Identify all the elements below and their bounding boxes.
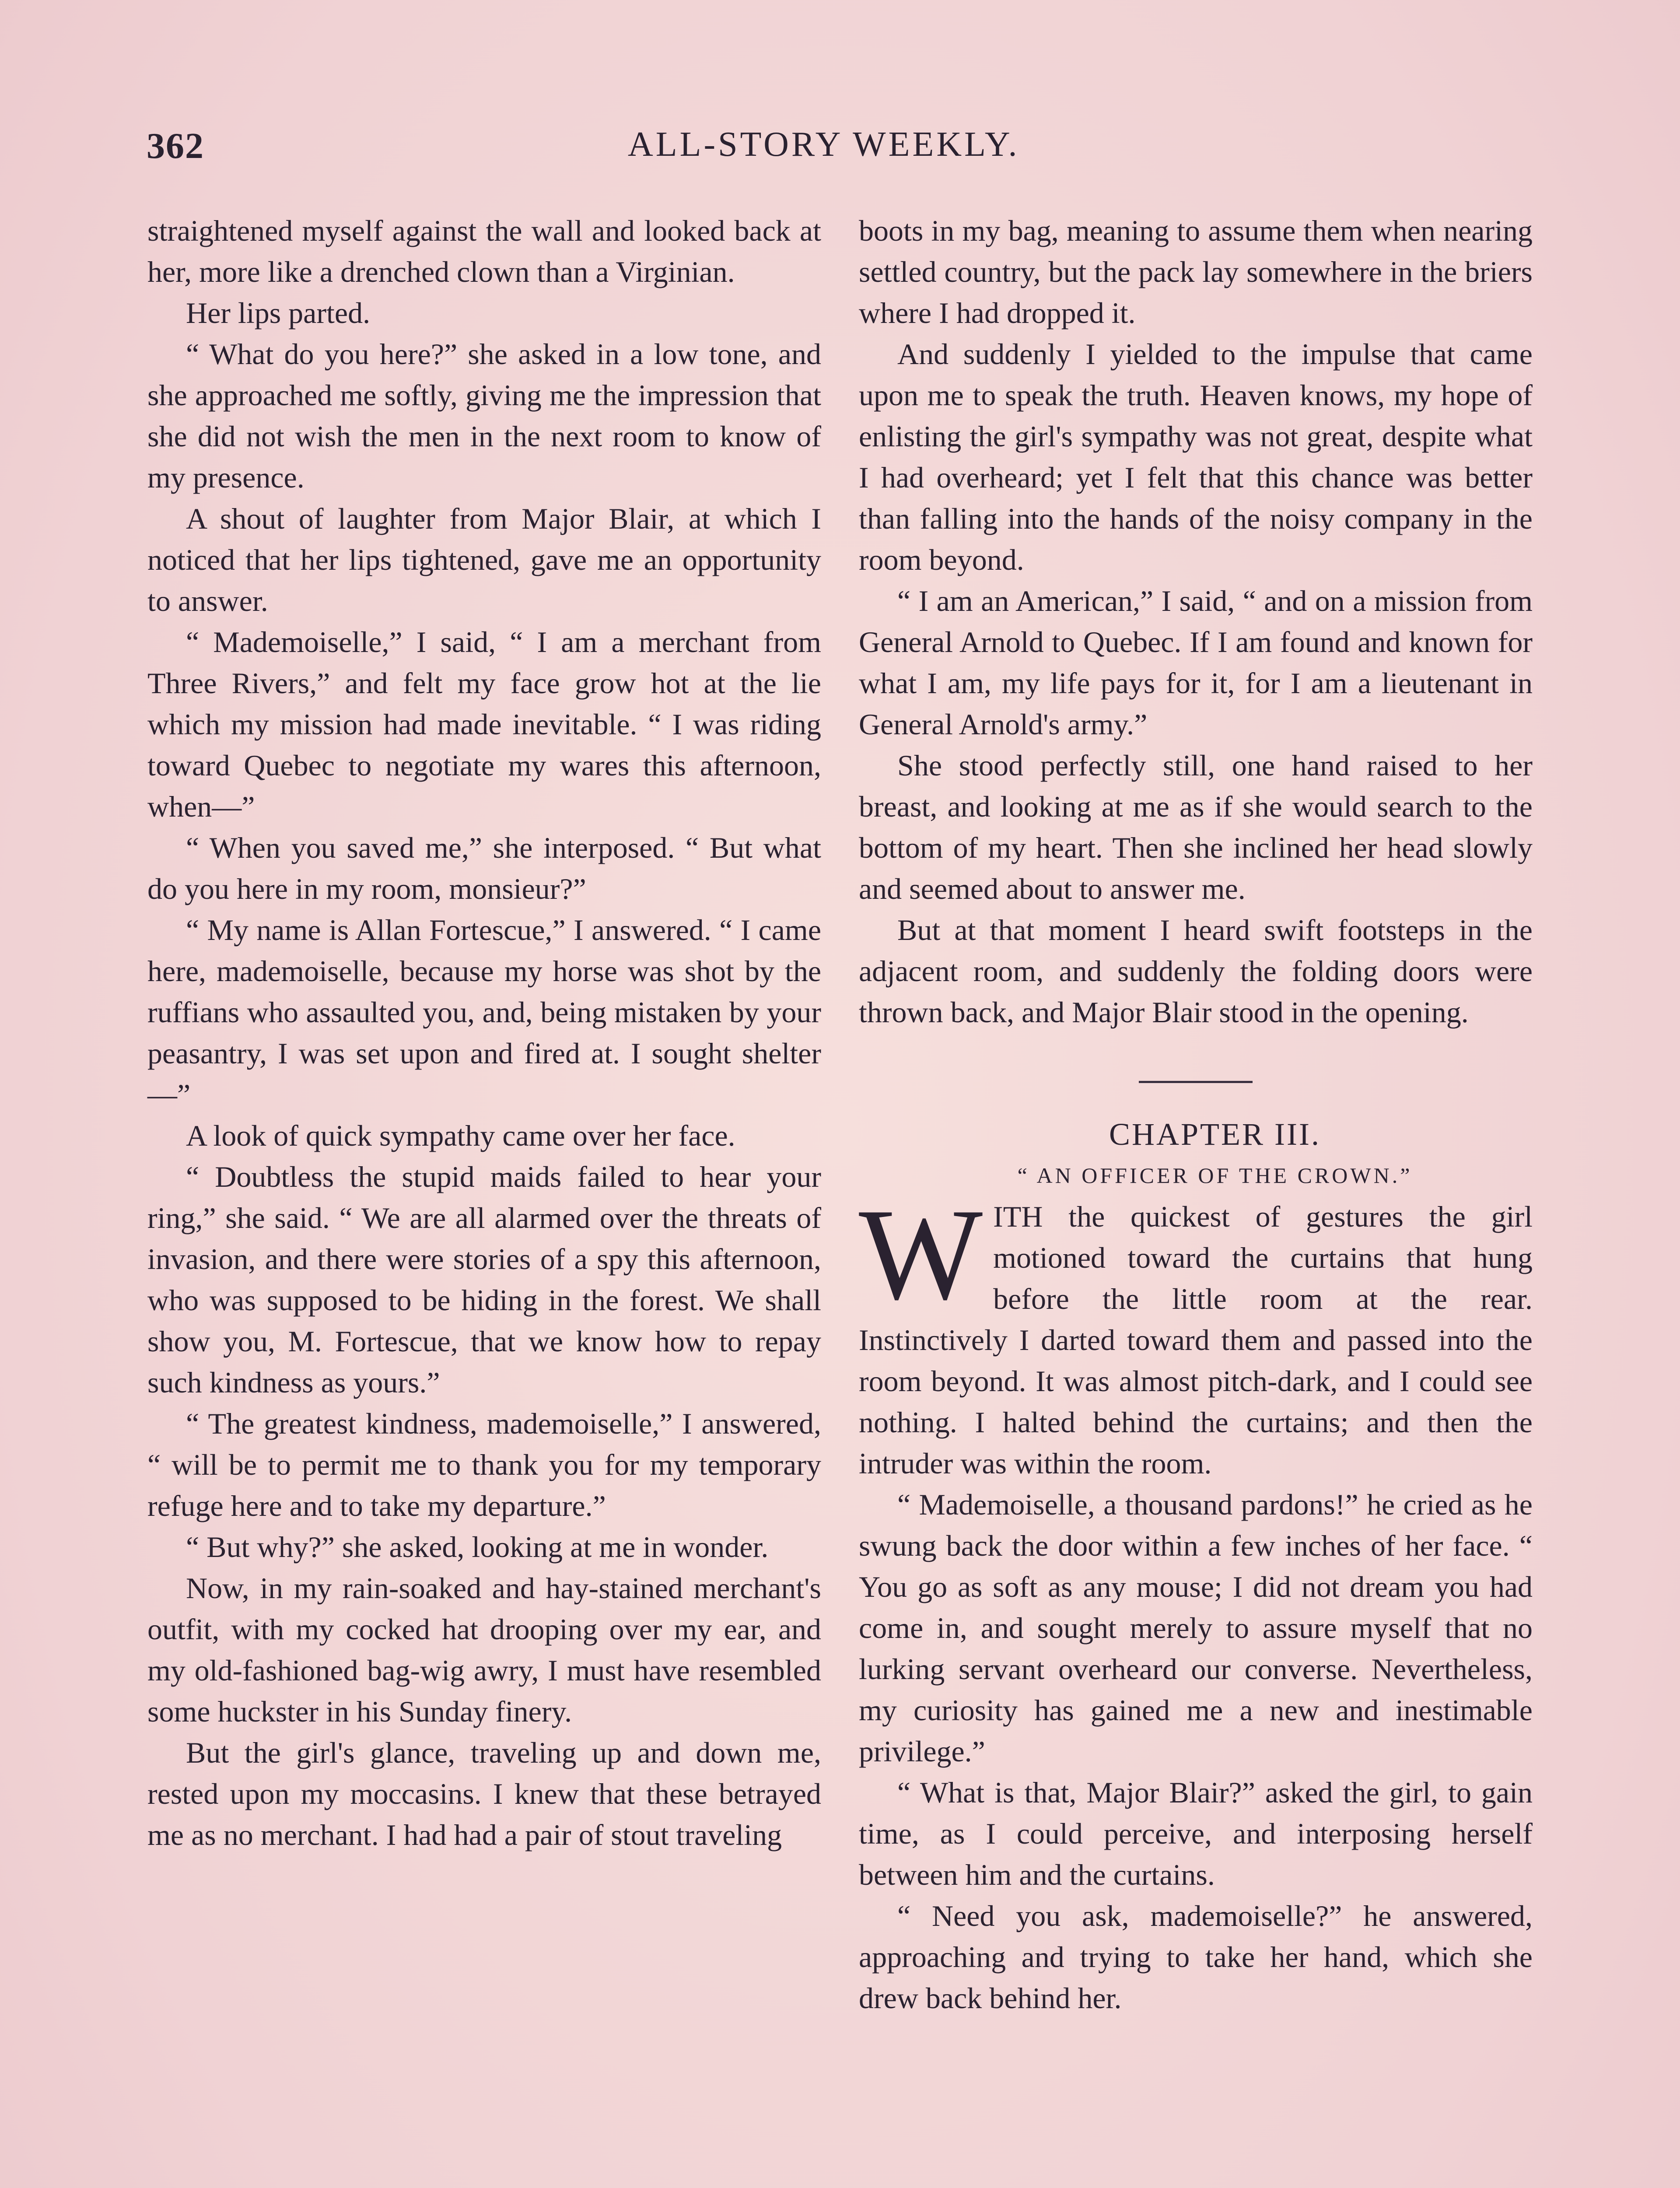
paragraph: A shout of laughter from Major Blair, at which I noticed that her lips tightened, gave me an opportunity to answer. [147,502,821,617]
chapter-opening-text: ITH the quickest of gestures the girl motioned toward the curtains that hung before the little room at the rear. Instinctively I darted toward them and passed into the room beyond. It was almost pitch-dark, and I could see nothing. I halted behind the curtains; and then the intruder was within the room. [859,1200,1533,1480]
paragraph: “ The greatest kindness, mademoiselle,” I answered, “ will be to permit me to thank you for my temporary refuge here and to take my departure.” [147,1407,821,1522]
paragraph: straightened myself against the wall and looked back at her, more like a drenched clown than a Virginian. [147,214,821,288]
drop-cap: W [859,1182,983,1327]
paragraph: boots in my bag, meaning to assume them when nearing settled country, but the pack lay somewhere in the briers where I had dropped it. [859,214,1533,330]
paragraph: A look of quick sympathy came over her face. [186,1119,735,1152]
chapter-title: CHAPTER III. [1109,1117,1321,1152]
paragraph: But at that moment I heard swift footsteps in the adjacent room, and suddenly the folding doors were thrown back, and Major Blair stood in the opening. [859,913,1533,1029]
right-column [859,210,1533,2019]
paragraph: “ Mademoiselle,” I said, “ I am a merchant from Three Rivers,” and felt my face grow hot at the lie which my mission had made inevitable. “ I was riding toward Quebec to negotiate my wares this afternoon, when—” [147,625,821,823]
paragraph: And suddenly I yielded to the impulse that came upon me to speak the truth. Heaven knows, my hope of enlisting the girl's sympathy was not great, despite what I had overheard; yet I felt that this chance was better than falling into the hands of the noisy company in the room beyond. [859,337,1533,576]
left-column [147,210,821,1855]
paragraph: “ But why?” she asked, looking at me in wonder. [186,1530,769,1564]
paragraph: “ Doubtless the stupid maids failed to hear your ring,” she said. “ We are all alarmed over the threats of invasion, and there were stories of a spy this afternoon, who was supposed to be hiding in the forest. We shall show you, M. Fortescue, that we know how to repay such kindness as yours.” [147,1160,821,1399]
paragraph: “ My name is Allan Fortescue,” I answered. “ I came here, mademoiselle, because my horse was shot by the ruffians who assaulted you, and, being mistaken by your peasantry, I was set upon and fired at. I sought shelter—” [147,913,821,1111]
section-divider [1139,1081,1253,1083]
paragraph: “ Mademoiselle, a thousand pardons!” he cried as he swung back the door within a few inches of her face. “ You go as soft as any mouse; I did not dream you had come in, and sought merely to assure myself that no lurking servant overheard our converse. Nevertheless, my curiosity has gained me a new and inestimable privilege.” [859,1488,1533,1768]
paragraph: Now, in my rain-soaked and hay-stained merchant's outfit, with my cocked hat drooping over my ear, and my old-fashioned bag-wig awry, I must have resembled some huckster in his Sunday finery. [147,1571,821,1728]
paragraph: Her lips parted. [186,296,371,330]
paragraph: “ What do you here?” she asked in a low tone, and she approached me softly, giving me the impression that she did not wish the men in the next room to know of my presence. [147,337,821,494]
running-header [147,125,1533,173]
chapter-subtitle: “ AN OFFICER OF THE CROWN.” [1017,1163,1413,1188]
paragraph: “ I am an American,” I said, “ and on a mission from General Arnold to Quebec. If I am found and known for what I am, my life pays for it, for I am a lieutenant in General Arnold's army.” [859,584,1533,741]
paragraph: “ Need you ask, mademoiselle?” he answered, approaching and trying to take her hand, which she drew back behind her. [859,1899,1533,2015]
paragraph: But the girl's glance, traveling up and down me, rested upon my moccasins. I knew that these betrayed me as no merchant. I had had a pair of stout traveling [147,1736,821,1851]
magazine-title: ALL-STORY WEEKLY. [628,125,1020,164]
paragraph: “ What is that, Major Blair?” asked the girl, to gain time, as I could perceive, and interposing herself between him and the curtains. [859,1776,1533,1891]
page-number: 362 [147,126,204,166]
chapter-opening-paragraph [859,1182,1533,1484]
paragraph: She stood perfectly still, one hand raised to her breast, and looking at me as if she would search to the bottom of my heart. Then she inclined her head slowly and seemed about to answer me. [859,749,1533,905]
paragraph: “ When you saved me,” she interposed. “ But what do you here in my room, monsieur?” [147,831,821,905]
